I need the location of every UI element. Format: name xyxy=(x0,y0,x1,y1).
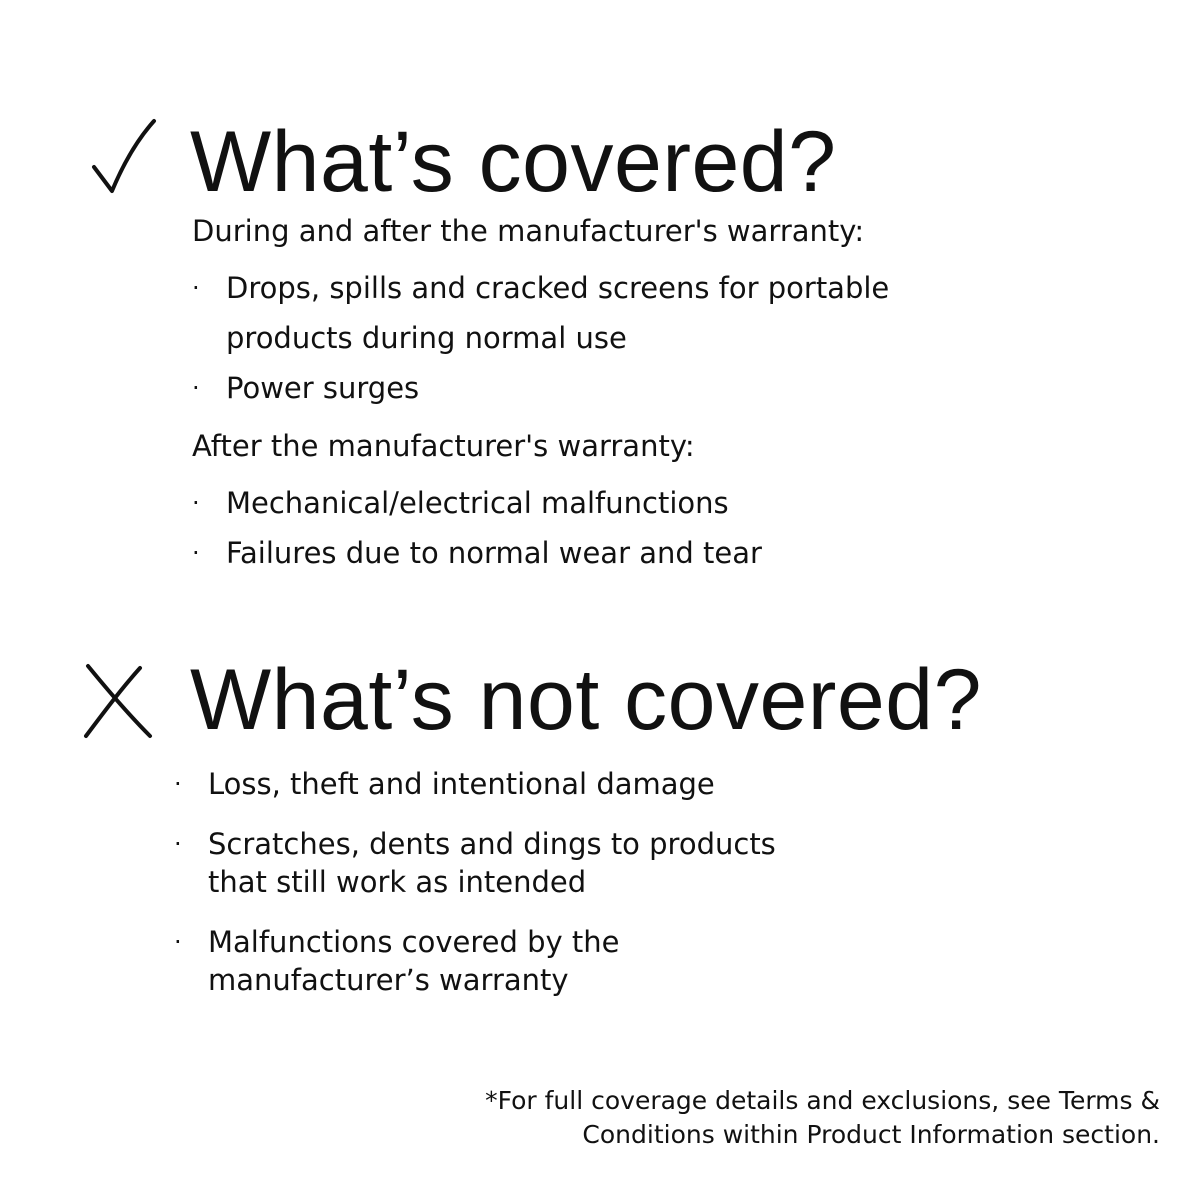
list-item-continuation xyxy=(192,313,889,363)
x-icon xyxy=(78,660,158,742)
list-item-text: Scratches, dents and dings to products xyxy=(208,827,776,861)
list-item-text: Power surges xyxy=(226,371,420,405)
during-warranty-label: During and after the manufacturer's warranty: xyxy=(192,214,865,248)
bullet-dot: · xyxy=(192,489,200,517)
list-item xyxy=(174,765,776,803)
list-item xyxy=(174,825,776,901)
list-item-text-line2: that still work as intended xyxy=(208,865,587,899)
bullet-dot: · xyxy=(192,374,200,402)
bullet-dot: · xyxy=(192,274,200,302)
after-warranty-label: After the manufacturer's warranty: xyxy=(192,429,695,463)
check-icon xyxy=(88,115,160,197)
list-item-text: Mechanical/electrical malfunctions xyxy=(226,486,729,520)
footnote-line: Conditions within Product Information section. xyxy=(582,1120,1160,1149)
list-item-text: Malfunctions covered by the xyxy=(208,925,620,959)
not-covered-list xyxy=(174,765,776,1021)
bullet-dot: · xyxy=(174,928,182,956)
list-item xyxy=(174,923,776,999)
not-covered-heading: What’s not covered? xyxy=(190,652,982,748)
bullet-dot: · xyxy=(174,770,182,798)
list-item xyxy=(192,478,762,528)
covered-heading: What’s covered? xyxy=(190,114,837,210)
list-item-text: products during normal use xyxy=(226,321,627,355)
list-item-text: Loss, theft and intentional damage xyxy=(208,767,715,801)
list-item-text: Drops, spills and cracked screens for portable xyxy=(226,271,890,305)
list-item-text-line2: manufacturer’s warranty xyxy=(208,963,569,997)
list-item xyxy=(192,528,762,578)
after-warranty-list xyxy=(192,478,762,578)
list-item xyxy=(192,263,889,313)
bullet-dot: · xyxy=(192,539,200,567)
list-item xyxy=(192,363,889,413)
during-warranty-list xyxy=(192,263,889,413)
list-item-text: Failures due to normal wear and tear xyxy=(226,536,762,570)
footnote xyxy=(440,1084,1160,1152)
footnote-line: *For full coverage details and exclusions, see Terms & xyxy=(485,1086,1160,1115)
bullet-dot: · xyxy=(174,830,182,858)
